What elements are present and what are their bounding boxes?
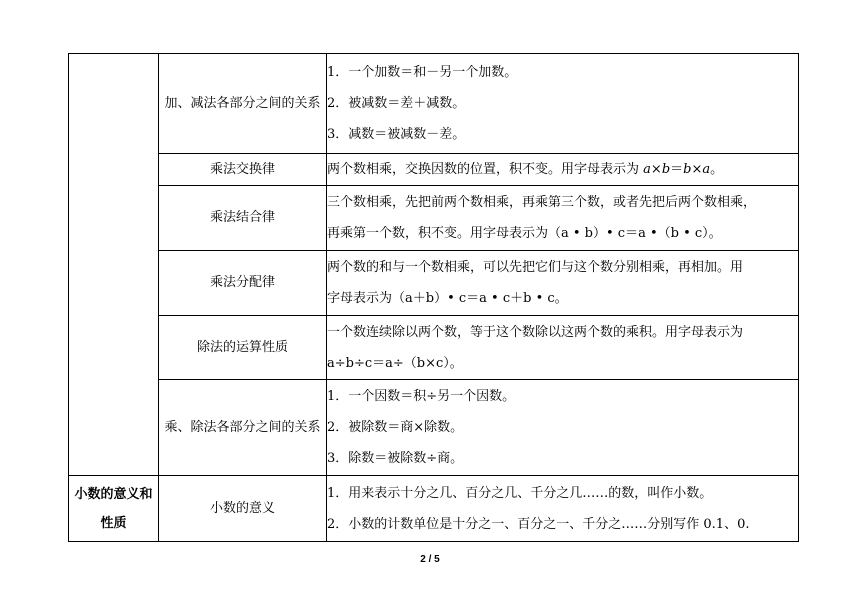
page-number: 2 / 5 bbox=[420, 554, 440, 565]
table-row bbox=[69, 54, 799, 154]
table-row bbox=[69, 316, 799, 380]
topic-cell: 乘、除法各部分之间的关系 bbox=[159, 380, 327, 476]
table-row bbox=[69, 380, 799, 476]
content-line: 2．小数的计数单位是十分之一、百分之一、千分之……分别写作 0.1、0. bbox=[327, 516, 750, 532]
content-line: a÷b÷c＝a÷（b×c）。 bbox=[327, 355, 463, 371]
content-cell bbox=[327, 316, 799, 380]
content-cell bbox=[327, 186, 799, 251]
content-line: 3．减数＝被减数－差。 bbox=[327, 127, 466, 142]
content-line: 3．除数＝被除数÷商。 bbox=[327, 451, 464, 466]
topic-cell: 除法的运算性质 bbox=[159, 316, 327, 380]
content-line: 两个数相乘，交换因数的位置，积不变。用字母表示为 a×b＝b×a。 bbox=[327, 162, 724, 177]
table-row bbox=[69, 154, 799, 186]
category-cell: 小数的意义和性质 bbox=[69, 476, 159, 542]
content-cell bbox=[327, 54, 799, 154]
topic-cell: 乘法分配律 bbox=[159, 251, 327, 316]
topic-cell: 小数的意义 bbox=[159, 476, 327, 542]
topic-cell: 乘法结合律 bbox=[159, 186, 327, 251]
topic-cell: 加、减法各部分之间的关系 bbox=[159, 54, 327, 154]
content-line: 再乘第一个数，积不变。用字母表示为（a • b）• c＝a •（b • c）。 bbox=[327, 226, 722, 241]
content-cell bbox=[327, 251, 799, 316]
knowledge-table bbox=[68, 53, 799, 542]
content-line: 1．用来表示十分之几、百分之几、千分之几……的数，叫作小数。 bbox=[327, 485, 713, 501]
content-line: 1．一个因数＝积÷另一个因数。 bbox=[327, 389, 516, 404]
content-line: 2．被减数＝差＋减数。 bbox=[327, 96, 466, 111]
content-cell bbox=[327, 380, 799, 476]
table-row bbox=[69, 476, 799, 542]
content-line: 两个数的和与一个数相乘，可以先把它们与这个数分别相乘，再相加。用 bbox=[327, 260, 744, 275]
content-line: 1．一个加数＝和－另一个加数。 bbox=[327, 65, 518, 80]
content-line: 一个数连续除以两个数，等于这个数除以这两个数的乘积。用字母表示为 bbox=[327, 324, 744, 340]
table-row bbox=[69, 186, 799, 251]
topic-cell: 乘法交换律 bbox=[159, 154, 327, 186]
content-line: 2．被除数＝商×除数。 bbox=[327, 420, 464, 435]
content-cell bbox=[327, 476, 799, 542]
table-row bbox=[69, 251, 799, 316]
content-cell bbox=[327, 154, 799, 186]
content-line: 三个数相乘，先把前两个数相乘，再乘第三个数，或者先把后两个数相乘， bbox=[327, 195, 757, 210]
content-line: 字母表示为（a＋b）• c＝a • c＋b • c。 bbox=[327, 291, 568, 306]
category-cell-empty bbox=[69, 54, 159, 476]
